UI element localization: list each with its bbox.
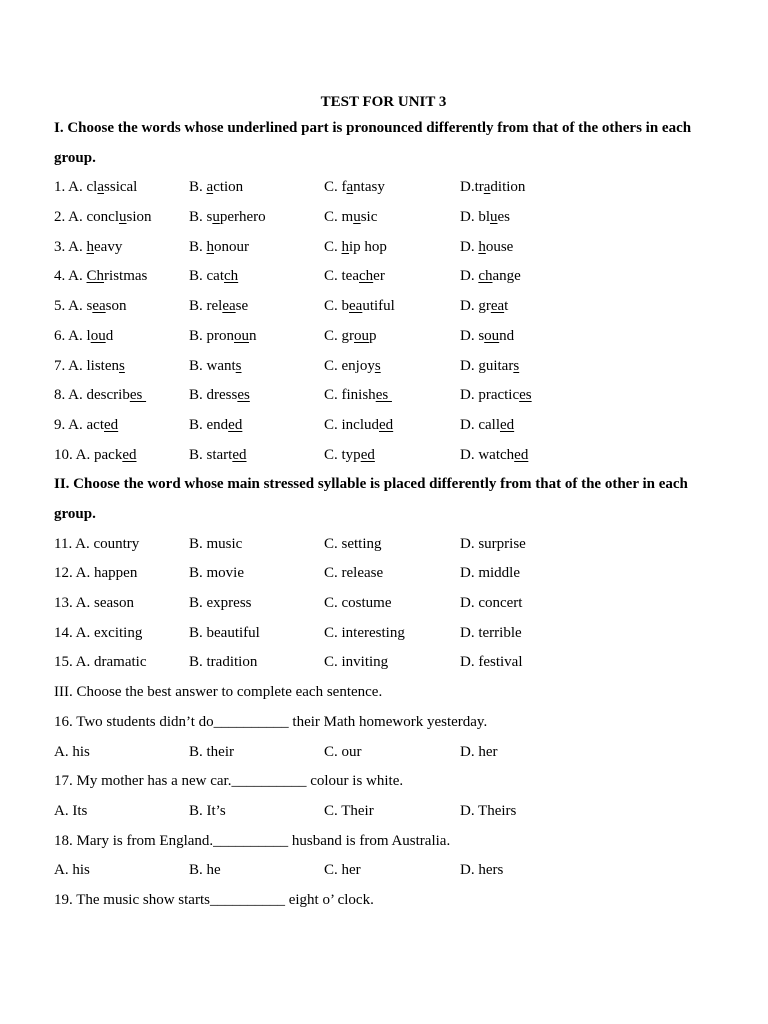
question-row bbox=[54, 173, 714, 203]
option-text: D. guitar bbox=[460, 357, 514, 374]
option-a: 11. A. country bbox=[54, 535, 140, 552]
option-c bbox=[324, 262, 460, 292]
option-c: C. setting bbox=[324, 535, 382, 552]
option-d: D. her bbox=[460, 743, 498, 760]
underlined-part: ed bbox=[228, 416, 243, 433]
underlined-part: h bbox=[206, 238, 215, 255]
underlined-part: h bbox=[478, 238, 486, 255]
option-c bbox=[324, 203, 460, 233]
option-text: B. dress bbox=[189, 387, 238, 404]
option-b bbox=[189, 203, 324, 233]
option-text: ristmas bbox=[104, 268, 148, 285]
option-c bbox=[324, 233, 460, 263]
option-text: se bbox=[235, 298, 249, 315]
option-b bbox=[189, 292, 324, 322]
option-d bbox=[460, 292, 508, 322]
option-text: B. cat bbox=[189, 268, 224, 285]
option-text: ange bbox=[492, 268, 521, 285]
option-c bbox=[324, 441, 460, 471]
option-text: er bbox=[373, 268, 385, 285]
underlined-part: ea bbox=[222, 298, 236, 315]
option-a bbox=[54, 292, 189, 322]
page-title: TEST FOR UNIT 3 bbox=[320, 94, 447, 110]
underlined-part: u bbox=[212, 209, 220, 226]
section-3-questions bbox=[54, 708, 714, 916]
option-d: D. festival bbox=[460, 654, 523, 671]
option-b: B. he bbox=[189, 862, 221, 879]
underlined-part: ea bbox=[349, 298, 363, 315]
option-c: C. interesting bbox=[324, 624, 405, 641]
option-text: C. enjoy bbox=[324, 357, 375, 374]
option-text: C. gr bbox=[324, 327, 354, 344]
option-a: 14. A. exciting bbox=[54, 624, 143, 641]
option-text: p bbox=[369, 327, 377, 344]
question-row bbox=[54, 559, 714, 589]
option-text: D. call bbox=[460, 416, 500, 433]
option-text: D. bbox=[460, 238, 479, 255]
option-b bbox=[189, 322, 324, 352]
question-row bbox=[54, 441, 714, 471]
underlined-part: ed bbox=[514, 446, 529, 463]
underlined-part: es bbox=[237, 387, 250, 404]
underlined-part: es bbox=[375, 387, 392, 404]
option-c: C. her bbox=[324, 862, 361, 879]
underlined-part: ed bbox=[104, 416, 119, 433]
option-a bbox=[54, 322, 189, 352]
underlined-part: ch bbox=[224, 268, 239, 285]
option-text: B. rel bbox=[189, 298, 223, 315]
option-text: B. end bbox=[189, 416, 229, 433]
option-b bbox=[189, 411, 324, 441]
underlined-part: ou bbox=[90, 327, 106, 344]
option-text: C. includ bbox=[324, 416, 379, 433]
option-text: 6. A. l bbox=[54, 327, 91, 344]
question-row bbox=[54, 322, 714, 352]
option-text: perhero bbox=[219, 209, 266, 226]
option-a: A. his bbox=[54, 862, 90, 879]
question-row bbox=[54, 381, 714, 411]
option-text: C. tea bbox=[324, 268, 359, 285]
section-2-questions bbox=[54, 530, 714, 678]
option-a bbox=[54, 441, 189, 471]
underlined-part: es bbox=[519, 387, 532, 404]
underlined-part: s bbox=[374, 357, 381, 374]
question-row bbox=[54, 589, 714, 619]
underlined-part: a bbox=[346, 179, 354, 196]
option-text: 10. A. pack bbox=[54, 446, 123, 463]
option-c: C. inviting bbox=[324, 654, 389, 671]
option-b bbox=[189, 441, 324, 471]
option-b: B. It’s bbox=[189, 802, 226, 819]
underlined-part: ed bbox=[499, 416, 515, 433]
underlined-part: ea bbox=[92, 298, 106, 315]
option-b bbox=[189, 173, 324, 203]
option-c: C. Their bbox=[324, 802, 374, 819]
option-text: C. finish bbox=[324, 387, 376, 404]
option-b: B. tradition bbox=[189, 654, 258, 671]
question-row bbox=[54, 648, 714, 678]
question-text: 16. Two students didn’t do__________ their Math homework yesterday. bbox=[54, 713, 488, 730]
underlined-part: h bbox=[341, 238, 350, 255]
option-text: B. bbox=[189, 238, 207, 255]
answer-options-row bbox=[54, 738, 714, 768]
option-a bbox=[54, 262, 189, 292]
underlined-part: a bbox=[97, 179, 105, 196]
option-text: d bbox=[105, 327, 114, 344]
underlined-part: ch bbox=[359, 268, 374, 285]
answer-options-row bbox=[54, 797, 714, 827]
underlined-part: u bbox=[490, 209, 498, 226]
option-b bbox=[189, 233, 324, 263]
option-b bbox=[189, 352, 324, 382]
question-row bbox=[54, 411, 714, 441]
option-text: nd bbox=[499, 327, 515, 344]
option-d: D. terrible bbox=[460, 624, 522, 641]
underlined-part: u bbox=[353, 209, 361, 226]
underlined-part: a bbox=[206, 179, 214, 196]
option-text: B. pron bbox=[189, 327, 234, 344]
option-text: ip hop bbox=[349, 238, 387, 255]
question-row bbox=[54, 233, 714, 263]
option-text: C. m bbox=[324, 209, 354, 226]
test-document bbox=[54, 90, 714, 916]
option-c bbox=[324, 322, 460, 352]
option-b: B. beautiful bbox=[189, 624, 260, 641]
option-b bbox=[189, 381, 324, 411]
underlined-part: Ch bbox=[86, 268, 105, 285]
option-text: 3. A. bbox=[54, 238, 87, 255]
question-row bbox=[54, 352, 714, 382]
option-text: 8. A. describ bbox=[54, 387, 130, 404]
option-d: D. concert bbox=[460, 595, 523, 612]
option-text: t bbox=[504, 298, 509, 315]
option-d: D. surprise bbox=[460, 535, 526, 552]
option-d bbox=[460, 203, 510, 233]
option-c bbox=[324, 173, 460, 203]
option-text: B. want bbox=[189, 357, 236, 374]
option-text: dition bbox=[490, 179, 526, 196]
option-b: B. music bbox=[189, 535, 243, 552]
option-text: D. s bbox=[460, 327, 485, 344]
option-c bbox=[324, 292, 460, 322]
option-text: 4. A. bbox=[54, 268, 87, 285]
option-text: 2. A. concl bbox=[54, 209, 119, 226]
underlined-part: s bbox=[235, 357, 242, 374]
underlined-part: ed bbox=[122, 446, 137, 463]
underlined-part: ea bbox=[490, 298, 505, 315]
option-text: utiful bbox=[362, 298, 395, 315]
option-a bbox=[54, 352, 189, 382]
option-a bbox=[54, 233, 189, 263]
underlined-part: u bbox=[119, 209, 127, 226]
question-row bbox=[54, 203, 714, 233]
option-text: ction bbox=[213, 179, 244, 196]
option-text: sic bbox=[360, 209, 378, 226]
option-c bbox=[324, 381, 460, 411]
option-a bbox=[54, 203, 189, 233]
section-2-heading: II. Choose the word whose main stressed syllable is placed differently from that of the other in each group. bbox=[54, 476, 688, 522]
question-row bbox=[54, 530, 714, 560]
option-a: 12. A. happen bbox=[54, 565, 138, 582]
option-text: C. b bbox=[324, 298, 350, 315]
underlined-part: ou bbox=[484, 327, 500, 344]
option-text: 5. A. s bbox=[54, 298, 93, 315]
option-a bbox=[54, 381, 189, 411]
underlined-part: s bbox=[513, 357, 520, 374]
option-text: es bbox=[497, 209, 510, 226]
option-text: D. bbox=[460, 268, 479, 285]
option-d bbox=[460, 233, 513, 263]
underlined-part: ed bbox=[232, 446, 247, 463]
section-3-heading: III. Choose the best answer to complete each sentence. bbox=[54, 684, 383, 701]
underlined-part: es bbox=[129, 387, 147, 404]
option-text: B. start bbox=[189, 446, 233, 463]
option-a bbox=[54, 173, 189, 203]
option-b bbox=[189, 262, 324, 292]
question-text: 18. Mary is from England.__________ husband is from Australia. bbox=[54, 832, 451, 849]
option-text: 9. A. act bbox=[54, 416, 104, 433]
underlined-part: ed bbox=[360, 446, 375, 463]
option-d: D. middle bbox=[460, 565, 520, 582]
option-a: 15. A. dramatic bbox=[54, 654, 147, 671]
option-text: D. gr bbox=[460, 298, 491, 315]
option-b: B. their bbox=[189, 743, 234, 760]
option-c bbox=[324, 352, 460, 382]
option-text: B. s bbox=[189, 209, 213, 226]
option-b: B. movie bbox=[189, 565, 244, 582]
option-d bbox=[460, 173, 525, 203]
option-d bbox=[460, 262, 521, 292]
question-row bbox=[54, 292, 714, 322]
option-text: sion bbox=[126, 209, 152, 226]
question-row bbox=[54, 262, 714, 292]
option-d: D. Theirs bbox=[460, 802, 517, 819]
underlined-part: ou bbox=[354, 327, 369, 344]
option-text: D. watch bbox=[460, 446, 515, 463]
option-d bbox=[460, 411, 514, 441]
option-a: A. Its bbox=[54, 802, 88, 819]
option-text: C. typ bbox=[324, 446, 361, 463]
option-c: C. our bbox=[324, 743, 362, 760]
underlined-part: ou bbox=[234, 327, 249, 344]
question-row bbox=[54, 619, 714, 649]
section-1-questions bbox=[54, 173, 714, 470]
option-text: 7. A. listen bbox=[54, 357, 120, 374]
underlined-part: ed bbox=[379, 416, 394, 433]
option-d bbox=[460, 352, 519, 382]
underlined-part: ch bbox=[478, 268, 493, 285]
option-text: n bbox=[249, 327, 257, 344]
option-text: onour bbox=[214, 238, 250, 255]
option-text: B. bbox=[189, 179, 207, 196]
option-d bbox=[460, 381, 532, 411]
underlined-part: s bbox=[119, 357, 125, 374]
option-text: C. bbox=[324, 238, 342, 255]
option-a bbox=[54, 411, 189, 441]
question-text: 17. My mother has a new car.__________ colour is white. bbox=[54, 773, 404, 790]
option-text: eavy bbox=[94, 238, 123, 255]
option-c bbox=[324, 411, 460, 441]
option-text: ntasy bbox=[353, 179, 385, 196]
option-d: D. hers bbox=[460, 862, 504, 879]
question-text: 19. The music show starts__________ eight o’ clock. bbox=[54, 892, 374, 908]
option-a: A. his bbox=[54, 743, 90, 760]
option-d bbox=[460, 441, 528, 471]
answer-options-row bbox=[54, 856, 714, 886]
underlined-part: h bbox=[86, 238, 95, 255]
section-1-heading: I. Choose the words whose underlined part is pronounced differently from that of the others in each group. bbox=[54, 120, 692, 166]
option-c: C. release bbox=[324, 565, 384, 582]
option-text: ssical bbox=[104, 179, 138, 196]
option-a: 13. A. season bbox=[54, 595, 134, 612]
option-text: D.tr bbox=[460, 179, 484, 196]
option-text: D. practic bbox=[460, 387, 520, 404]
option-b: B. express bbox=[189, 595, 252, 612]
underlined-part: a bbox=[483, 179, 491, 196]
option-d bbox=[460, 322, 514, 352]
option-text: son bbox=[105, 298, 127, 315]
option-text: C. f bbox=[324, 179, 347, 196]
option-text: 1. A. cl bbox=[54, 179, 98, 196]
option-text: D. bl bbox=[460, 209, 490, 226]
option-c: C. costume bbox=[324, 595, 392, 612]
option-text: ouse bbox=[485, 238, 514, 255]
